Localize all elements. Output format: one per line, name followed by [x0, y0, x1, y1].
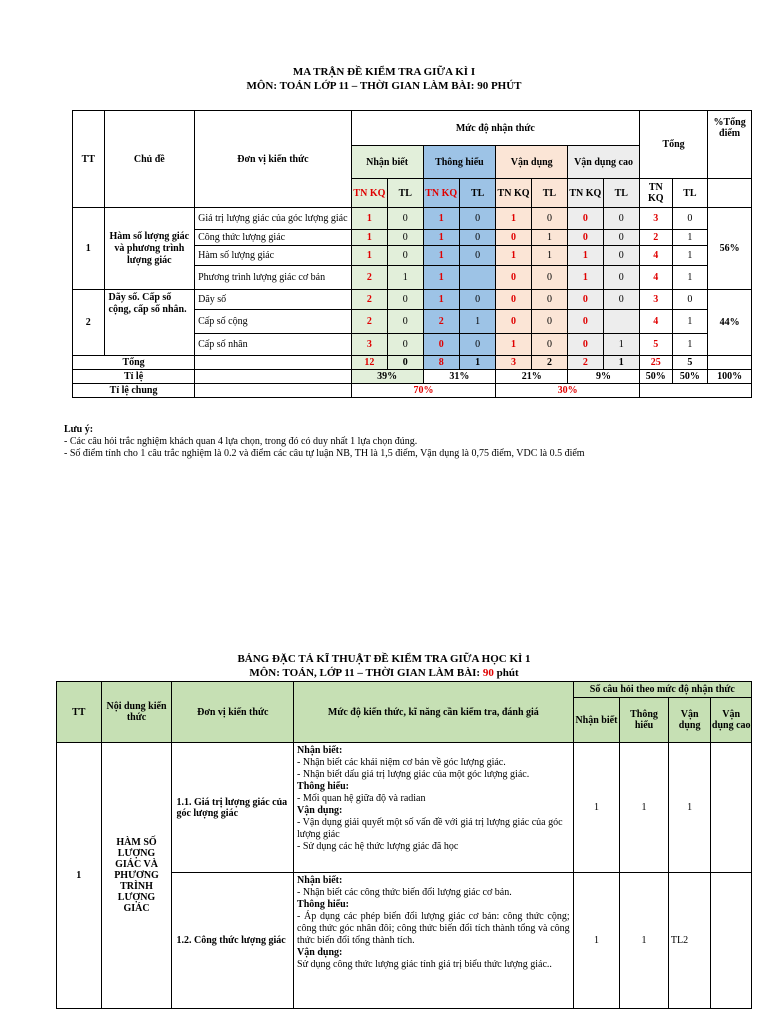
value-cell: 2: [351, 266, 387, 290]
desc-heading: Vận dụng:: [297, 805, 343, 816]
value-cell: 1: [351, 246, 387, 266]
desc-line: - Mối quan hệ giữa độ và radian: [297, 793, 426, 804]
value-cell: 0: [603, 208, 639, 230]
unit-cell: Phương trình lượng giác cơ bản: [195, 266, 352, 290]
tile-nb: 39%: [351, 370, 423, 384]
spec-header-don-vi: Đơn vị kiến thức: [172, 682, 294, 743]
spec-section-name: HÀM SỐ LƯỢNG GIÁC VÀ PHƯƠNG TRÌNH LƯỢNG GIÁC: [101, 743, 172, 1009]
desc-line: Sử dụng công thức lượng giác tính giá trị biểu thức lượng giác..: [297, 959, 552, 970]
spec-header-vdc: Vận dụng cao: [711, 698, 752, 743]
header-nhan-biet: Nhận biết: [351, 146, 423, 179]
sub-tl-vdc: TL: [603, 179, 639, 208]
tong-value: 12: [351, 356, 387, 370]
spec-subtitle-unit: phút: [493, 667, 519, 679]
header-tt: TT: [73, 111, 105, 208]
value-cell: 1: [351, 230, 387, 246]
tong-value: 3: [496, 356, 531, 370]
value-cell: 0: [568, 290, 603, 310]
tile-vdc: 9%: [568, 370, 640, 384]
unit-cell: Hàm số lượng giác: [195, 246, 352, 266]
value-cell: 0: [388, 310, 423, 334]
group-pct: 44%: [708, 290, 752, 356]
tong-value: 0: [388, 356, 423, 370]
value-cell: 1: [423, 246, 459, 266]
value-cell: 4: [639, 266, 672, 290]
tong-value: 1: [459, 356, 495, 370]
value-cell: 1: [568, 266, 603, 290]
tile-chung-b: 30%: [496, 384, 640, 398]
value-cell: 1: [496, 208, 531, 230]
value-cell: 1: [672, 334, 708, 356]
value-cell: 0: [459, 230, 495, 246]
value-cell: 1: [531, 246, 567, 266]
value-cell: 2: [423, 310, 459, 334]
value-cell: 1: [459, 310, 495, 334]
spec-count-vd: TL2: [668, 873, 711, 1009]
empty-cell: [708, 179, 752, 208]
value-cell: 0: [603, 246, 639, 266]
sub-tl-nb: TL: [388, 179, 423, 208]
empty-cell: [639, 384, 751, 398]
value-cell: 0: [496, 266, 531, 290]
value-cell: 0: [496, 290, 531, 310]
header-thong-hieu: Thông hiểu: [423, 146, 496, 179]
value-cell: 1: [388, 266, 423, 290]
desc-line: - Nhận biết các công thức biến đổi lượng giác cơ bản.: [297, 887, 512, 898]
value-cell: 0: [603, 230, 639, 246]
notes: [64, 424, 585, 460]
value-cell: 0: [672, 290, 708, 310]
spec-unit-1: 1.1. Giá trị lượng giác của góc lượng giác: [172, 743, 294, 873]
value-cell: [603, 310, 639, 334]
header-van-dung-cao: Vận dụng cao: [568, 146, 640, 179]
group-pct: 56%: [708, 208, 752, 290]
value-cell: 0: [603, 290, 639, 310]
matrix-title: MA TRẬN ĐỀ KIỂM TRA GIỮA KÌ I: [292, 66, 476, 78]
value-cell: 0: [531, 310, 567, 334]
spec-table: [56, 681, 752, 1009]
empty-cell: [195, 370, 352, 384]
unit-cell: Cấp số cộng: [195, 310, 352, 334]
tong-value: 2: [531, 356, 567, 370]
value-cell: 0: [388, 230, 423, 246]
sub-tl-vd: TL: [531, 179, 567, 208]
empty-cell: [195, 384, 352, 398]
value-cell: 1: [672, 230, 708, 246]
value-cell: 1: [423, 266, 459, 290]
spec-count-vd: 1: [668, 743, 711, 873]
tile-total: 100%: [708, 370, 752, 384]
value-cell: 4: [639, 246, 672, 266]
value-cell: 1: [568, 246, 603, 266]
tile-label: Tỉ lệ: [73, 370, 195, 384]
unit-cell: Dãy số: [195, 290, 352, 310]
value-cell: 1: [423, 230, 459, 246]
desc-heading: Thông hiểu:: [297, 899, 349, 910]
value-cell: 0: [531, 208, 567, 230]
unit-cell: Cấp số nhân: [195, 334, 352, 356]
value-cell: 0: [603, 266, 639, 290]
sub-tnkq-vd: TN KQ: [496, 179, 531, 208]
tile-vd: 21%: [496, 370, 568, 384]
header-tong: Tổng: [639, 111, 707, 179]
value-cell: 0: [388, 290, 423, 310]
header-pct: %Tổng điểm: [708, 111, 752, 179]
tong-value: 1: [603, 356, 639, 370]
sub-tnkq-nb: TN KQ: [351, 179, 387, 208]
value-cell: 0: [496, 230, 531, 246]
sub-tnkq-vdc: TN KQ: [568, 179, 603, 208]
value-cell: 3: [351, 334, 387, 356]
spec-section-tt: 1: [57, 743, 102, 1009]
value-cell: 0: [459, 246, 495, 266]
tile-t1: 50%: [639, 370, 672, 384]
header-don-vi: Đơn vị kiến thức: [195, 111, 352, 208]
value-cell: 0: [459, 334, 495, 356]
value-cell: 5: [639, 334, 672, 356]
tong-label: Tổng: [73, 356, 195, 370]
matrix-row: [73, 208, 752, 230]
spec-desc-2: [294, 873, 574, 1009]
tong-value: 5: [672, 356, 708, 370]
value-cell: 1: [496, 246, 531, 266]
value-cell: [459, 266, 495, 290]
matrix-subtitle: MÔN: TOÁN LỚP 11 – THỜI GIAN LÀM BÀI: 90 PHÚT: [246, 80, 522, 92]
unit-cell: Công thức lượng giác: [195, 230, 352, 246]
spec-count-vdc: [711, 743, 752, 873]
desc-heading: Nhận biết:: [297, 745, 343, 756]
group-tt: 1: [73, 208, 105, 290]
tong-value: 2: [568, 356, 603, 370]
value-cell: 4: [639, 310, 672, 334]
matrix-row: [73, 290, 752, 310]
header-muc-do: Mức độ nhận thức: [351, 111, 639, 146]
desc-line: - Nhận biết dấu giá trị lượng giác của một góc lượng giác.: [297, 769, 530, 780]
value-cell: 0: [531, 266, 567, 290]
spec-header-th: Thông hiểu: [620, 698, 669, 743]
tong-value: 25: [639, 356, 672, 370]
spec-count-th: 1: [620, 743, 669, 873]
value-cell: 0: [388, 334, 423, 356]
value-cell: 0: [568, 310, 603, 334]
spec-subtitle-text: MÔN: TOÁN, LỚP 11 – THỜI GIAN LÀM BÀI:: [249, 667, 483, 679]
tong-value: 8: [423, 356, 459, 370]
spec-desc-1: [294, 743, 574, 873]
value-cell: 1: [423, 290, 459, 310]
spec-header-vd: Vận dụng: [668, 698, 711, 743]
group-name: Dãy số. Cấp số cộng, cấp số nhân.: [104, 290, 195, 356]
value-cell: 1: [603, 334, 639, 356]
spec-title: BẢNG ĐẶC TẢ KĨ THUẬT ĐỀ KIỂM TRA GIỮA HỌC KÌ 1: [237, 653, 531, 665]
tile-t2: 50%: [672, 370, 708, 384]
sub-tnkq-th: TN KQ: [423, 179, 459, 208]
spec-subtitle-duration: 90: [482, 667, 494, 679]
sub-tl-th: TL: [459, 179, 495, 208]
value-cell: 0: [568, 230, 603, 246]
header-chu-de: Chủ đề: [104, 111, 195, 208]
value-cell: 2: [351, 310, 387, 334]
desc-heading: Vận dụng:: [297, 947, 343, 958]
spec-header-so-cau: Số câu hỏi theo mức độ nhận thức: [573, 682, 751, 698]
sub-tl-tong: TL: [672, 179, 708, 208]
empty-cell: [708, 356, 752, 370]
value-cell: 1: [531, 230, 567, 246]
desc-line: - Sử dụng các hệ thức lượng giác đã học: [297, 841, 459, 852]
spec-header-noi-dung: Nội dung kiến thức: [101, 682, 172, 743]
value-cell: 3: [639, 290, 672, 310]
value-cell: 0: [568, 208, 603, 230]
value-cell: 0: [496, 310, 531, 334]
notes-line: - Các câu hỏi trắc nghiệm khách quan 4 lựa chọn, trong đó có duy nhất 1 lựa chọn đúng.: [64, 436, 418, 447]
spec-count-vdc: [711, 873, 752, 1009]
tile-chung-a: 70%: [351, 384, 496, 398]
group-name: Hàm số lượng giác và phương trình lượng giác: [104, 208, 195, 290]
value-cell: 1: [351, 208, 387, 230]
value-cell: 1: [423, 208, 459, 230]
spec-count-nb: 1: [573, 873, 620, 1009]
value-cell: 3: [639, 208, 672, 230]
desc-heading: Nhận biết:: [297, 875, 343, 886]
desc-heading: Thông hiểu:: [297, 781, 349, 792]
value-cell: 1: [672, 310, 708, 334]
spec-header-tt: TT: [57, 682, 102, 743]
notes-heading: Lưu ý:: [64, 424, 94, 435]
value-cell: 0: [423, 334, 459, 356]
desc-line: - Nhận biết các khái niệm cơ bản về góc lượng giác.: [297, 757, 506, 768]
value-cell: 0: [388, 246, 423, 266]
knowledge-matrix-table: [72, 110, 752, 398]
notes-line: - Số điểm tính cho 1 câu trắc nghiệm là 0.2 và điểm các câu tự luận NB, TH là 1,5 điểm, Vận dụng là 0,75 điểm, VDC là 0.5 điểm: [64, 448, 585, 459]
spec-header-nb: Nhận biết: [573, 698, 620, 743]
spec-count-th: 1: [620, 873, 669, 1009]
empty-cell: [195, 356, 352, 370]
value-cell: 1: [672, 246, 708, 266]
spec-subtitle: [0, 667, 768, 680]
value-cell: 1: [672, 266, 708, 290]
value-cell: 0: [459, 290, 495, 310]
desc-line: - Áp dụng các phép biến đổi lượng giác cơ bản: công thức cộng; công thức góc nhân đôi; công thức biến đổi tích thành tổng và công thức biến đổi tổng thành tích.: [297, 911, 570, 946]
tile-th: 31%: [423, 370, 496, 384]
spec-header-muc-do: Mức độ kiến thức, kĩ năng cần kiểm tra, đánh giá: [294, 682, 574, 743]
value-cell: 0: [568, 334, 603, 356]
value-cell: 0: [459, 208, 495, 230]
spec-count-nb: 1: [573, 743, 620, 873]
value-cell: 0: [531, 290, 567, 310]
sub-tnkq-tong: TN KQ: [639, 179, 672, 208]
value-cell: 1: [496, 334, 531, 356]
desc-line: - Vận dụng giải quyết một số vấn đề với giá trị lượng giác của góc lượng giác: [297, 817, 563, 840]
value-cell: 0: [388, 208, 423, 230]
group-tt: 2: [73, 290, 105, 356]
value-cell: 2: [639, 230, 672, 246]
value-cell: 0: [531, 334, 567, 356]
unit-cell: Giá trị lượng giác của góc lượng giác: [195, 208, 352, 230]
value-cell: 0: [672, 208, 708, 230]
spec-unit-2: 1.2. Công thức lượng giác: [172, 873, 294, 1009]
value-cell: 2: [351, 290, 387, 310]
tile-chung-label: Tỉ lệ chung: [73, 384, 195, 398]
header-van-dung: Vận dụng: [496, 146, 568, 179]
